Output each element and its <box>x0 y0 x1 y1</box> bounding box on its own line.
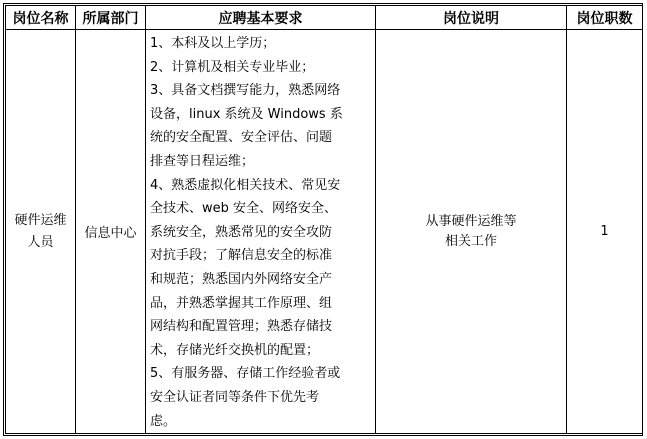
requirement-line: 和规范；熟悉国内外网络安全产 <box>150 271 333 287</box>
requirement-line: 3、具备文档撰写能力，熟悉网络 <box>150 83 341 99</box>
header-description: 岗位说明 <box>376 6 567 30</box>
requirement-line: 术，存储光纤交换机的配置； <box>150 342 320 358</box>
header-position-name: 岗位名称 <box>6 6 76 30</box>
requirement-line: 统的安全配置、安全评估、问题 <box>150 130 333 146</box>
requirement-line: 对抗手段；了解信息安全的标准 <box>150 248 333 264</box>
cell-position-name: 硬件运维人员 <box>6 30 76 434</box>
requirement-line: 网结构和配置管理；熟悉存储技 <box>150 319 333 335</box>
header-count: 岗位职数 <box>567 6 643 30</box>
requirement-line: 全技术、web 安全、网络安全、 <box>150 201 338 217</box>
requirement-line: 安全认证者同等条件下优先考 <box>150 389 320 405</box>
job-requirements-table <box>5 5 643 434</box>
requirement-line: 品，并熟悉掌握其工作原理、组 <box>150 295 333 311</box>
requirement-line: 4、熟悉虚拟化相关技术、常见安 <box>150 177 341 193</box>
cell-description: 从事硬件运维等相关工作 <box>376 30 567 434</box>
cell-requirements <box>146 30 376 434</box>
requirement-line: 排查等日程运维； <box>150 153 255 169</box>
requirement-line: 虑。 <box>150 413 177 429</box>
header-department: 所属部门 <box>76 6 146 30</box>
cell-count: 1 <box>567 30 643 434</box>
requirement-line: 5、有服务器、存储工作经验者或 <box>150 366 341 382</box>
cell-department: 信息中心 <box>76 30 146 434</box>
requirement-line: 1、本科及以上学历； <box>150 36 276 51</box>
requirement-line: 系统安全，熟悉常见的安全攻防 <box>150 224 333 240</box>
table-row <box>6 30 643 434</box>
header-row <box>6 6 643 30</box>
header-requirements: 应聘基本要求 <box>146 6 376 30</box>
requirement-line: 设备，linux 系统及 Windows 系 <box>150 106 343 122</box>
requirement-line: 2、计算机及相关专业毕业； <box>150 59 315 75</box>
